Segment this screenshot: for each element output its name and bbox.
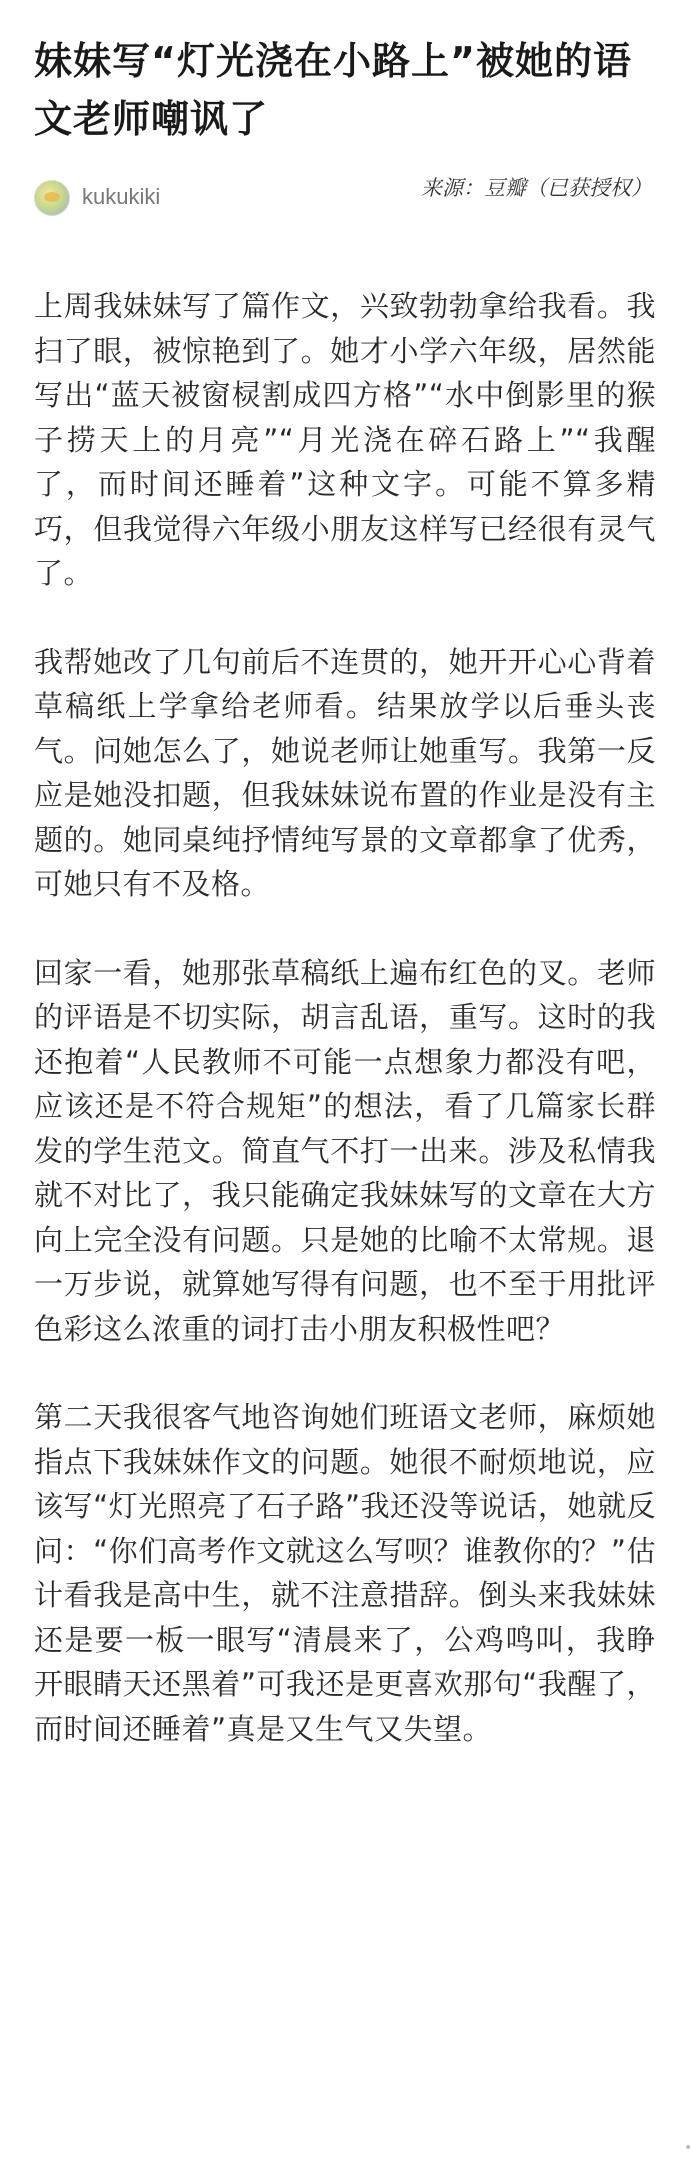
article-paragraph: 我帮她改了几句前后不连贯的，她开开心心背着草稿纸上学拿给老师看。结果放学以后垂头丧气。问她怎么了，她说老师让她重写。我第一反应是她没扣题，但我妹妹说布置的作业是没有主题的。她同桌纯抒情纯写景的文章都拿了优秀，可她只有不及格。 bbox=[34, 644, 656, 901]
source-note: 来源：豆瓣（已获授权） bbox=[421, 176, 652, 200]
article-paragraph: 回家一看，她那张草稿纸上遍布红色的叉。老师的评语是不切实际，胡言乱语，重写。这时的我还抱着“人民教师不可能一点想象力都没有吧，应该还是不符合规矩”的想法，看了几篇家长群发的学生范文。简直气不打一出来。涉及私情我就不对比了，我只能确定我妹妹写的文章在大方向上完全没有问题。只是她的比喻不太常规。退一万步说，就算她写得有问题，也不至于用批评色彩这么浓重的词打击小朋友积极性吧？ bbox=[34, 955, 656, 1346]
avatar-image-icon bbox=[44, 192, 60, 202]
author-avatar[interactable] bbox=[34, 180, 70, 216]
author-name[interactable]: kukukiki bbox=[82, 184, 161, 209]
corner-mark-icon: • bbox=[684, 2140, 692, 2156]
article-title: 妹妹写“灯光浇在小路上”被她的语文老师嘲讽了 bbox=[34, 39, 632, 141]
article-meta bbox=[34, 172, 656, 232]
article-paragraph: 上周我妹妹写了篇作文，兴致勃勃拿给我看。我扫了眼，被惊艳到了。她才小学六年级，居然能写出“蓝天被窗棂割成四方格”“水中倒影里的猴子捞天上的月亮”“月光浇在碎石路上”“我醒了，而时间还睡着”这种文字。可能不算多精巧，但我觉得六年级小朋友这样写已经很有灵气了。 bbox=[34, 289, 656, 590]
article-paragraph: 第二天我很客气地咨询她们班语文老师，麻烦她指点下我妹妹作文的问题。她很不耐烦地说，应该写“灯光照亮了石子路”我还没等说话，她就反问：“你们高考作文就这么写呗？谁教你的？”估计看我是高中生，就不注意措辞。倒头来我妹妹还是要一板一眼写“清晨来了，公鸡鸣叫，我睁开眼睛天还黑着”可我还是更喜欢那句“我醒了，而时间还睡着”真是又生气又失望。 bbox=[34, 1400, 656, 1746]
article-body bbox=[34, 284, 656, 1751]
